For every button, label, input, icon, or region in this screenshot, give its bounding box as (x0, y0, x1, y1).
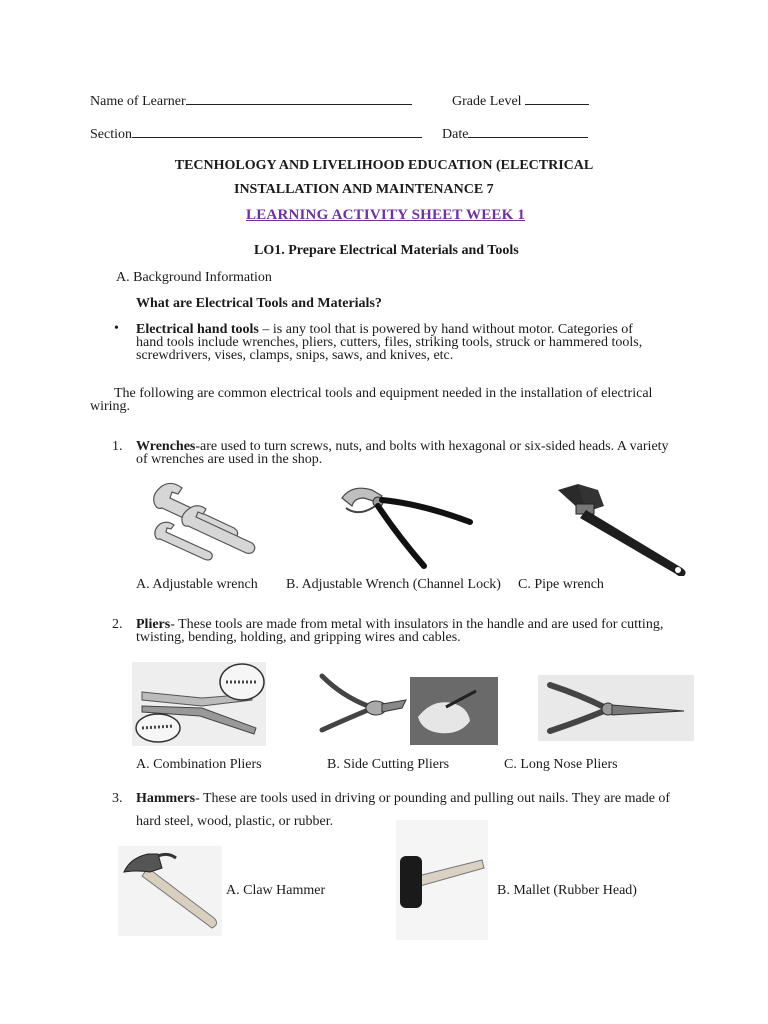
grade-blank[interactable] (525, 92, 589, 105)
name-blank[interactable] (186, 92, 412, 105)
hand-tools-text: – is any tool that is powered by hand without motor. Categories of hand tools include wrenches, pliers, cutters, files, striking tools, struck or hammered tools, screwdrivers, vises, clamps, snips, saws, and knives, etc. (136, 322, 643, 363)
pipe-wrench-image (552, 480, 692, 576)
hammers-line1 (136, 791, 670, 807)
date-label: Date (442, 127, 469, 142)
hammer-caption-a: A. Claw Hammer (226, 883, 326, 898)
learning-objective: LO1. Prepare Electrical Materials and Tools (254, 243, 519, 258)
pliers-caption-c: C. Long Nose Pliers (504, 757, 618, 772)
wrench-caption-c: C. Pipe wrench (518, 577, 604, 592)
hammers-line2: hard steel, wood, plastic, or rubber. (136, 814, 334, 829)
pliers-caption-b: B. Side Cutting Pliers (327, 757, 450, 772)
date-field (442, 125, 588, 143)
hand-tools-term: Electrical hand tools (136, 322, 259, 337)
rubber-mallet-image (396, 820, 488, 940)
long-nose-pliers-image (538, 675, 694, 741)
hand-tools-paragraph (136, 323, 646, 362)
hammers-term: Hammers (136, 791, 196, 806)
section-blank[interactable] (132, 125, 422, 138)
wrenches-paragraph (136, 440, 676, 466)
side-cutting-pliers-image (318, 668, 410, 738)
grade-level-label: Grade Level (452, 94, 522, 109)
wrench-caption-b: B. Adjustable Wrench (Channel Lock) (286, 577, 501, 592)
adjustable-wrench-image (150, 478, 266, 568)
pliers-term: Pliers (136, 617, 171, 632)
hammers-text: - These are tools used in driving or pounding and pulling out nails. They are made of (195, 791, 671, 806)
hammer-caption-b: B. Mallet (Rubber Head) (497, 883, 637, 898)
name-of-learner-label: Name of Learner (90, 94, 186, 109)
claw-hammer-image (118, 846, 222, 936)
combination-pliers-image (132, 662, 266, 746)
wrench-caption-a: A. Adjustable wrench (136, 577, 258, 592)
item-number-3: 3. (112, 791, 123, 806)
pliers-paragraph (136, 618, 671, 644)
intro-paragraph: The following are common electrical tools and equipment needed in the installation of electrical wiring. (90, 386, 653, 414)
name-of-learner-field (90, 92, 412, 110)
question-heading: What are Electrical Tools and Materials? (136, 296, 382, 311)
bullet-icon: • (114, 321, 119, 336)
wrenches-term: Wrenches (136, 439, 196, 454)
side-cutting-pliers-in-use-image (410, 677, 498, 745)
section-field (90, 125, 422, 143)
wrenches-text: -are used to turn screws, nuts, and bolts with hexagonal or six-sided heads. A variety of wrenches are used in the shop. (136, 439, 669, 467)
pliers-text: - These tools are made from metal with insulators in the handle and are used for cutting, twisting, bending, holding, and gripping wires and cables. (136, 617, 664, 645)
date-blank[interactable] (468, 125, 588, 138)
subject-title-line1: TECNHOLOGY AND LIVELIHOOD EDUCATION (ELECTRICAL (174, 158, 594, 173)
channel-lock-wrench-image (334, 480, 476, 570)
item-number-2: 2. (112, 617, 123, 632)
sheet-title: LEARNING ACTIVITY SHEET WEEK 1 (246, 207, 526, 223)
pliers-caption-a: A. Combination Pliers (136, 757, 262, 772)
section-a-label: A. Background Information (116, 270, 272, 285)
grade-level-field (452, 92, 589, 110)
subject-title-line2: INSTALLATION AND MAINTENANCE 7 (234, 182, 494, 197)
section-label: Section (90, 127, 132, 142)
item-number-1: 1. (112, 439, 123, 454)
